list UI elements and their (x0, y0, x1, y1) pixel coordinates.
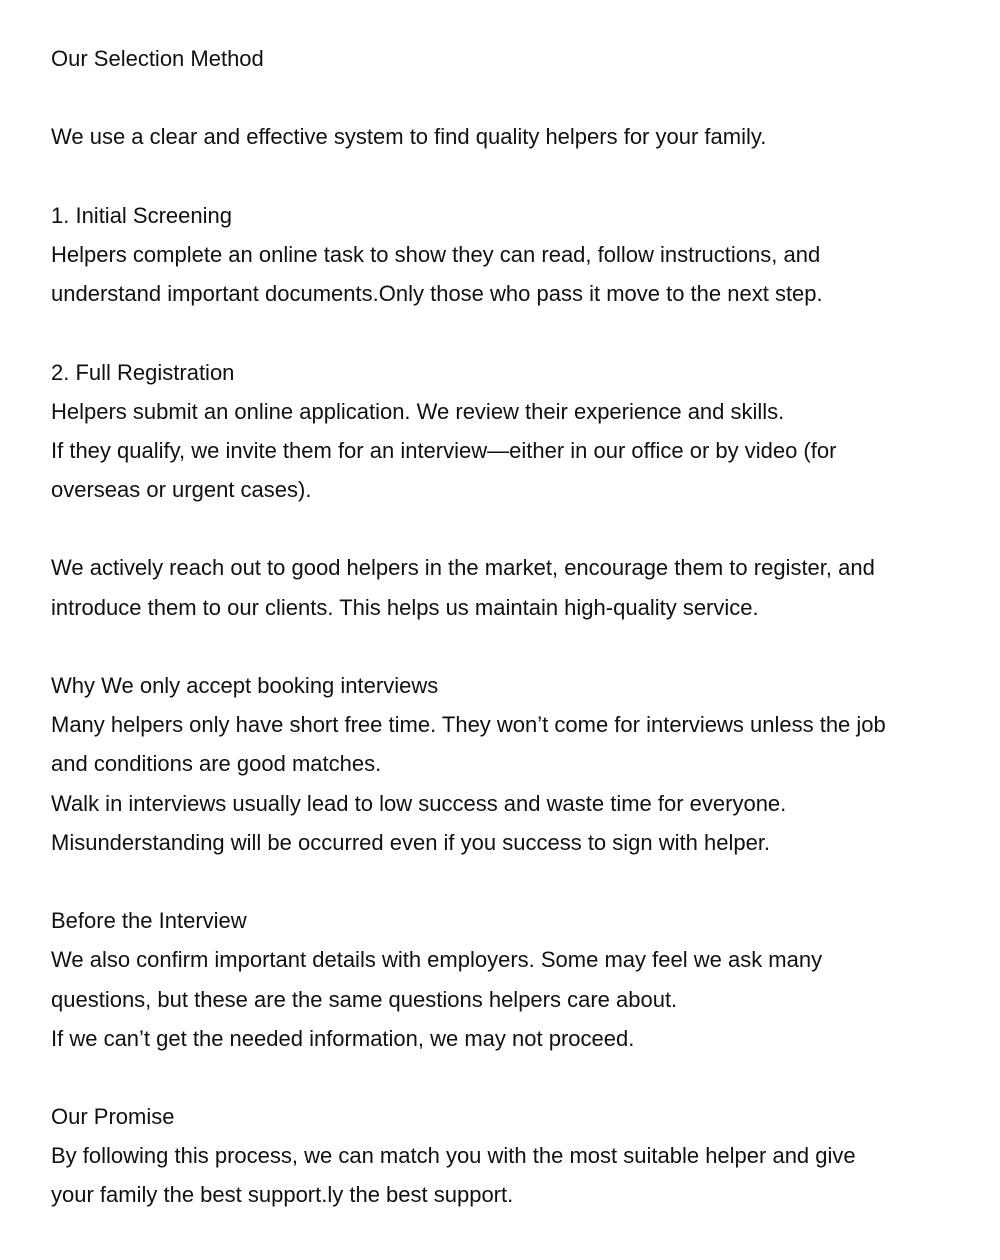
paragraph-line: Many helpers only have short free time. They won’t come for interviews unless the job (51, 712, 886, 738)
paragraph-line: We also confirm important details with employers. Some may feel we ask many (51, 947, 823, 973)
paragraph-line: overseas or urgent cases). (51, 477, 312, 503)
section-outreach (51, 548, 986, 626)
spacer (51, 627, 986, 666)
paragraph-line: and conditions are good matches. (51, 751, 382, 777)
section-heading: Before the Interview (51, 908, 247, 934)
spacer (51, 157, 986, 196)
paragraph-line: Helpers complete an online task to show they can read, follow instructions, and (51, 241, 821, 267)
section-initial-screening (51, 196, 986, 314)
section-heading: 1. Initial Screening (51, 202, 232, 228)
paragraph-line: If they qualify, we invite them for an interview—either in our office or by video (for (51, 437, 837, 463)
spacer (51, 509, 986, 548)
section-our-promise (51, 1097, 986, 1215)
section-heading: 2. Full Registration (51, 359, 235, 385)
paragraph-line: your family the best support.ly the best support. (51, 1182, 514, 1208)
section-heading: Our Promise (51, 1104, 175, 1130)
section-before-interview (51, 901, 986, 1058)
spacer (51, 313, 986, 352)
paragraph-line: Misunderstanding will be occurred even if you success to sign with helper. (51, 829, 771, 855)
paragraph-line: We actively reach out to good helpers in the market, encourage them to register, and (51, 555, 875, 581)
document-body (51, 39, 986, 1215)
document-title: Our Selection Method (51, 46, 264, 71)
intro-text: We use a clear and effective system to find quality helpers for your family. (51, 124, 767, 150)
paragraph-line: Walk in interviews usually lead to low success and waste time for everyone. (51, 790, 787, 816)
section-heading: Why We only accept booking interviews (51, 673, 439, 698)
paragraph-line: If we can’t get the needed information, we may not proceed. (51, 1025, 635, 1051)
section-full-registration (51, 353, 986, 510)
paragraph-line: Helpers submit an online application. We review their experience and skills. (51, 398, 785, 424)
paragraph-line: By following this process, we can match you with the most suitable helper and give (51, 1143, 856, 1169)
paragraph-line: questions, but these are the same questions helpers care about. (51, 986, 678, 1012)
spacer (51, 78, 986, 117)
paragraph-line: understand important documents.Only those who pass it move to the next step. (51, 281, 823, 307)
section-why-booking (51, 666, 986, 862)
spacer (51, 862, 986, 901)
spacer (51, 1058, 986, 1097)
paragraph-line: introduce them to our clients. This helps us maintain high-quality service. (51, 594, 759, 620)
